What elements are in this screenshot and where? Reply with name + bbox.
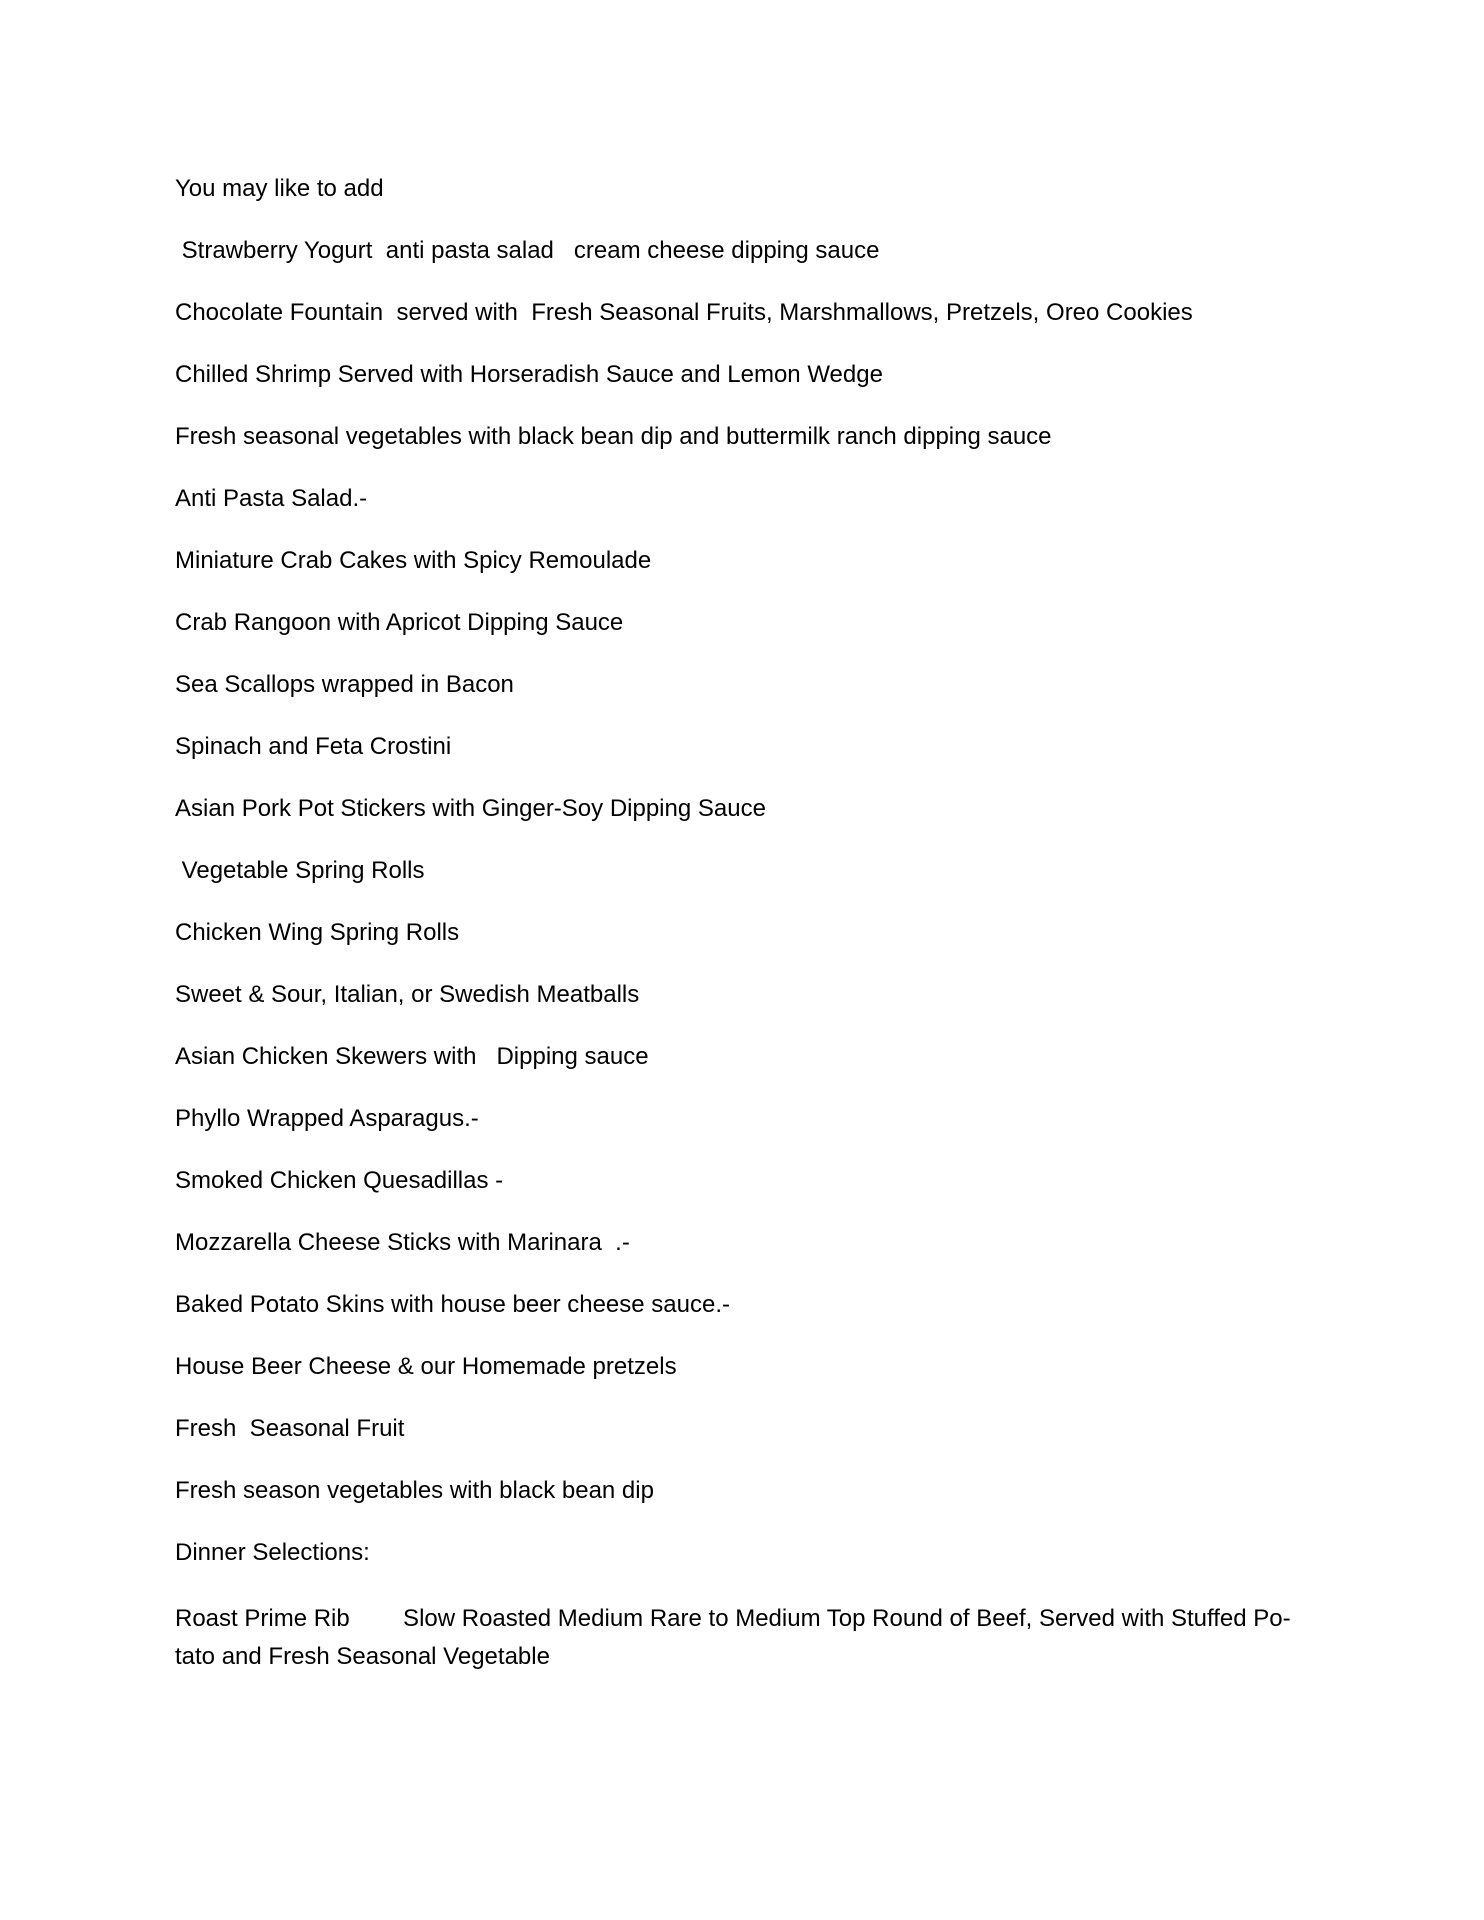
menu-item: Chocolate Fountain served with Fresh Seasonal Fruits, Marshmallows, Pretzels, Oreo Cookies xyxy=(175,299,1193,326)
menu-content xyxy=(175,174,1315,1708)
menu-item: Fresh Seasonal Fruit xyxy=(175,1415,405,1442)
menu-item: Phyllo Wrapped Asparagus.- xyxy=(175,1105,479,1132)
menu-item: Fresh season vegetables with black bean dip xyxy=(175,1477,654,1504)
menu-item: Sweet & Sour, Italian, or Swedish Meatballs xyxy=(175,981,640,1008)
menu-item: Crab Rangoon with Apricot Dipping Sauce xyxy=(175,609,624,636)
menu-item: Asian Chicken Skewers with Dipping sauce xyxy=(175,1043,649,1070)
menu-item: Vegetable Spring Rolls xyxy=(175,857,425,884)
dinner-heading: Dinner Selections: xyxy=(175,1539,370,1566)
dinner-item: Roast Prime Rib Slow Roasted Medium Rare to Medium Top Round of Beef, Served with Stuffed Po- tato and Fresh Seasonal Vegetable xyxy=(175,1605,1291,1670)
menu-item: Sea Scallops wrapped in Bacon xyxy=(175,671,514,698)
menu-item: Chicken Wing Spring Rolls xyxy=(175,919,460,946)
menu-item: Smoked Chicken Quesadillas - xyxy=(175,1167,504,1194)
menu-item: Mozzarella Cheese Sticks with Marinara .- xyxy=(175,1229,630,1256)
menu-item: House Beer Cheese & our Homemade pretzels xyxy=(175,1353,677,1380)
menu-item: Chilled Shrimp Served with Horseradish Sauce and Lemon Wedge xyxy=(175,361,883,388)
menu-item: Fresh seasonal vegetables with black bean dip and buttermilk ranch dipping sauce xyxy=(175,423,1052,450)
menu-item: Anti Pasta Salad.- xyxy=(175,485,368,512)
menu-item: Strawberry Yogurt anti pasta salad cream cheese dipping sauce xyxy=(175,237,880,264)
menu-item: Spinach and Feta Crostini xyxy=(175,733,452,760)
menu-item: Miniature Crab Cakes with Spicy Remoulade xyxy=(175,547,652,574)
intro-text: You may like to add xyxy=(175,175,384,202)
menu-item: Asian Pork Pot Stickers with Ginger-Soy Dipping Sauce xyxy=(175,795,766,822)
menu-item: Baked Potato Skins with house beer cheese sauce.- xyxy=(175,1291,730,1318)
